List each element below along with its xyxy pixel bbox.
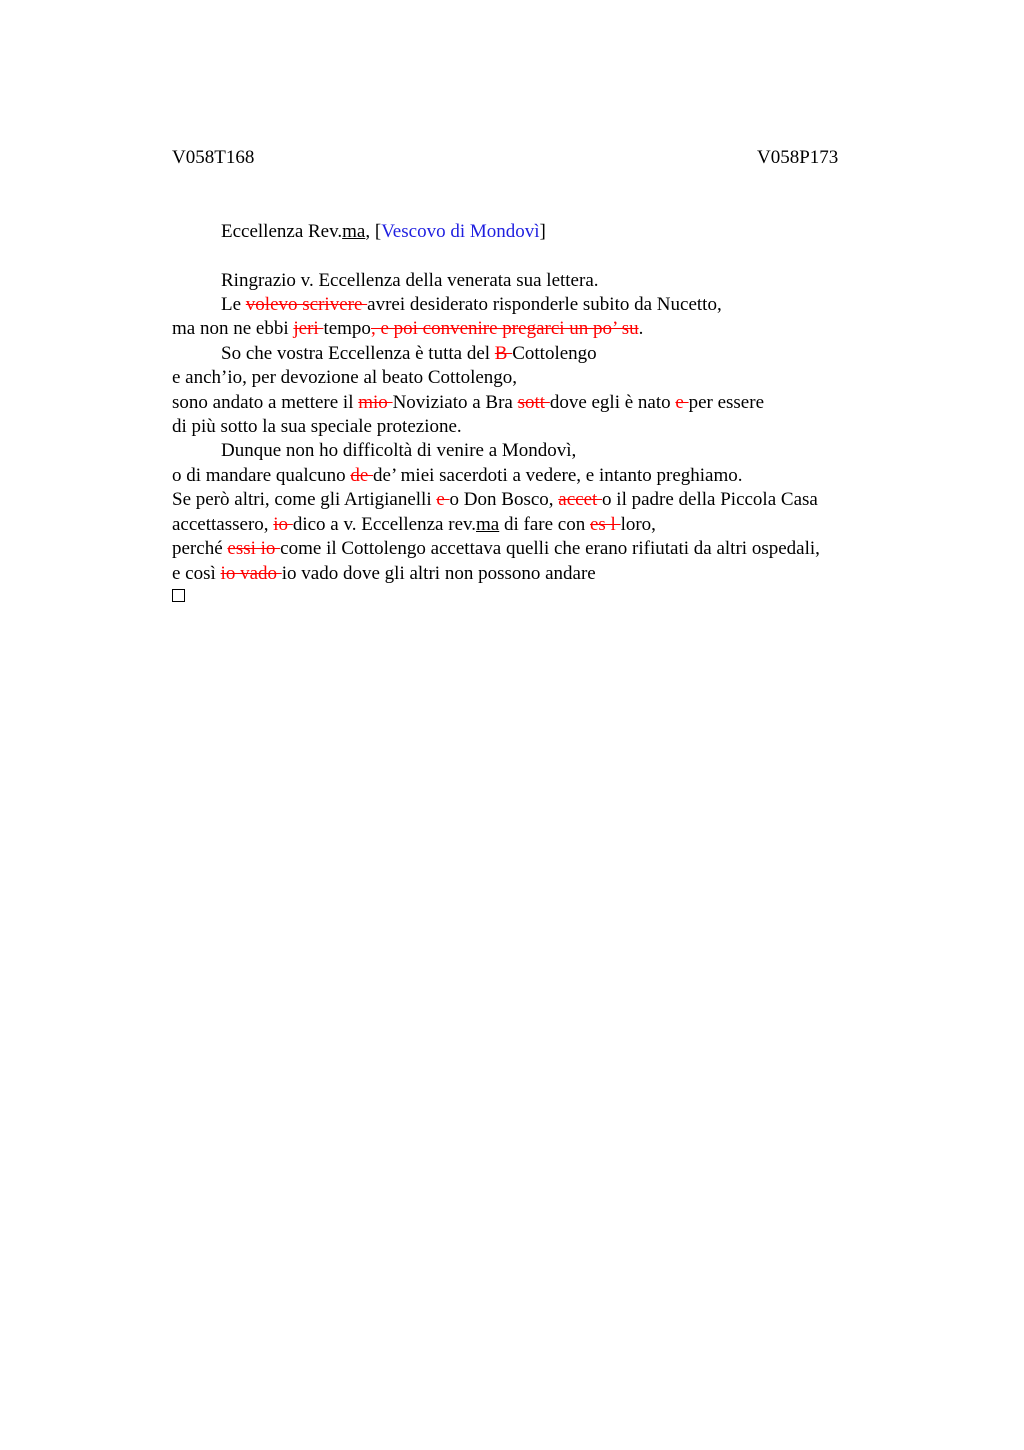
text-line-9 — [172, 464, 743, 488]
text-line-7 — [172, 415, 462, 439]
text-line-10 — [172, 488, 818, 512]
text-span: io vado dove gli altri non possono andare — [281, 563, 596, 584]
text-span: Noviziato a Bra — [392, 392, 518, 413]
deleted-text: , e poi convenire pregarci un po’ su — [370, 318, 639, 339]
text-span: de’ miei sacerdoti a vedere, e intanto preghiamo. — [373, 465, 743, 486]
text-span: Cottolengo — [512, 343, 597, 364]
salutation-abbreviation: ma — [342, 221, 366, 242]
text-line-3 — [172, 317, 643, 341]
text-span: dico a v. Eccellenza rev. — [292, 514, 477, 535]
text-line-4 — [221, 342, 597, 366]
text-span: o il padre della Piccola Casa — [602, 489, 818, 510]
text-span: sono andato a mettere il — [172, 392, 359, 413]
end-marker-box — [172, 589, 185, 602]
deleted-text: jeri — [293, 318, 324, 339]
text-span: avrei desiderato risponderle subito da Nucetto, — [367, 294, 722, 315]
deleted-text: accet — [558, 489, 603, 510]
abbreviation-text: ma — [476, 514, 500, 535]
text-span: di più sotto la sua speciale protezione. — [172, 416, 462, 437]
text-span: loro, — [620, 514, 656, 535]
deleted-text: mio — [358, 392, 393, 413]
deleted-text: e — [436, 489, 450, 510]
text-span: accettassero, — [172, 514, 274, 535]
text-span: Ringrazio v. Eccellenza della venerata sua lettera. — [221, 270, 599, 291]
deleted-text: io vado — [220, 563, 282, 584]
text-line-6 — [172, 391, 764, 415]
document-code-left: V058T168 — [172, 147, 255, 168]
document-code-right: V058P173 — [757, 147, 839, 168]
text-span: o Don Bosco, — [449, 489, 559, 510]
deleted-text: volevo scrivere — [245, 294, 368, 315]
text-span: Le — [221, 294, 246, 315]
deleted-text: de — [350, 465, 374, 486]
text-span: ma non ne ebbi — [172, 318, 294, 339]
text-line-8 — [221, 439, 576, 463]
text-span: perché — [172, 538, 228, 559]
text-line-5 — [172, 366, 517, 390]
deleted-text: sott — [517, 392, 550, 413]
deleted-text: io — [273, 514, 293, 535]
text-span: So che vostra Eccellenza è tutta del — [221, 343, 495, 364]
deleted-text: B — [494, 343, 513, 364]
text-span: e così — [172, 563, 221, 584]
text-span: e anch’io, per devozione al beato Cottolengo, — [172, 367, 518, 388]
text-span: dove egli è nato — [549, 392, 676, 413]
salutation-prefix: Eccellenza Rev. — [221, 221, 343, 242]
text-span: tempo — [323, 318, 371, 339]
text-span: come il Cottolengo accettava quelli che erano rifiutati da altri ospedali, — [280, 538, 820, 559]
recipient-editorial-note: Vescovo di Mondovì — [381, 221, 540, 242]
salutation-separator: , [ — [365, 221, 382, 242]
salutation — [221, 220, 546, 244]
text-span: Se però altri, come gli Artigianelli — [172, 489, 437, 510]
deleted-text: es l — [589, 514, 621, 535]
text-span: di fare con — [499, 514, 590, 535]
text-span: per essere — [688, 392, 765, 413]
text-line-12 — [172, 537, 820, 561]
text-line-2 — [221, 293, 722, 317]
text-span: . — [638, 318, 644, 339]
text-span: o di mandare qualcuno — [172, 465, 351, 486]
text-line-13 — [172, 562, 596, 586]
salutation-bracket: ] — [539, 221, 546, 242]
deleted-text: e — [675, 392, 689, 413]
text-span: Dunque non ho difficoltà di venire a Mondovì, — [221, 440, 577, 461]
text-line-1 — [221, 269, 599, 293]
deleted-text: essi io — [227, 538, 281, 559]
text-line-11 — [172, 513, 656, 537]
